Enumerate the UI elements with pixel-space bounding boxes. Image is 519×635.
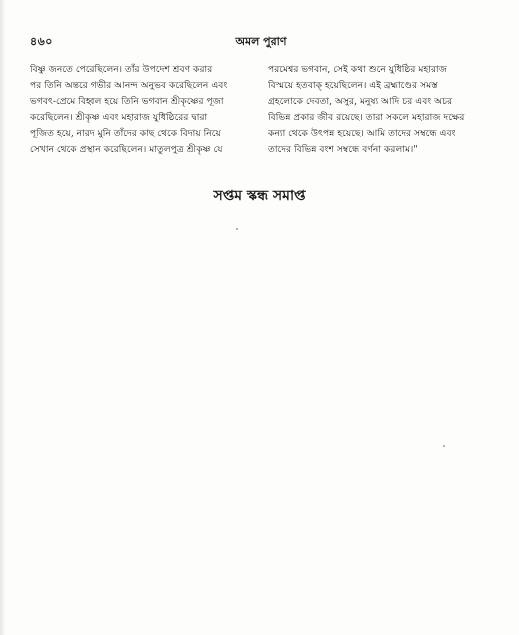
right-column-line: গ্রহলোকে দেবতা, অসুর, মনুষ্য আদি চর এবং অচর [268, 96, 453, 107]
right-column-line: বিস্ময়ে হতবাক্ হয়েছিলেন। এই ব্রহ্মাণ্ডের সমস্ত [268, 80, 438, 91]
right-column-line: কন্যা থেকে উৎপন্ন হয়েছে। আমি তাদের সম্বন্ধে এবং [268, 128, 456, 139]
page-number: ৪৬০ [30, 35, 53, 48]
left-column-line: পর তিনি অন্তরে গভীর আনন্দ অনুভব করেছিলেন এবং [30, 80, 228, 91]
scan-speck [236, 228, 238, 230]
left-column [30, 62, 254, 174]
right-column [268, 62, 492, 174]
text-columns [30, 62, 492, 174]
right-column-line: পরমেশ্বর ভগবান, সেই কথা শুনে যুধিষ্ঠির মহারাজ [268, 64, 447, 75]
left-column-line: বিষ্ণু জনতে পেরেছিলেন। তাঁর উপদেশ শ্রবণ করার [30, 64, 213, 75]
left-column-line: ভগবৎ-প্রেমে বিহ্বল হয়ে তিনি ভগবান শ্রীকৃষ্ণের পূজা [30, 96, 224, 107]
running-title: অমল পুরাণ [235, 35, 287, 48]
page-edge-shadow [0, 0, 6, 635]
right-column-line: বিভিন্ন প্রকার জীব রয়েছে। তারা সকলে মহারাজ দক্ষের [268, 112, 465, 123]
left-column-line: করেছিলেন। শ্রীকৃষ্ণ এবং মহারাজ যুধিষ্ঠিরের দ্বারা [30, 112, 208, 123]
page-header [30, 33, 492, 51]
left-column-line: পূজিত হয়ে, নারদ মুনি তাঁদের কাছ থেকে বিদায় নিয়ে [30, 128, 221, 139]
scan-speck [443, 445, 445, 447]
right-column-line: তাদের বিভিন্ন বংশ সম্বন্ধে বর্ণনা করলাম।" [268, 144, 418, 155]
left-column-line: সেখান থেকে প্রস্থান করেছিলেন। মাতুলপুত্র শ্রীকৃষ্ণ যে [30, 144, 223, 155]
section-end-heading: সপ্তম স্কন্ধ সমাপ্ত [213, 188, 306, 204]
